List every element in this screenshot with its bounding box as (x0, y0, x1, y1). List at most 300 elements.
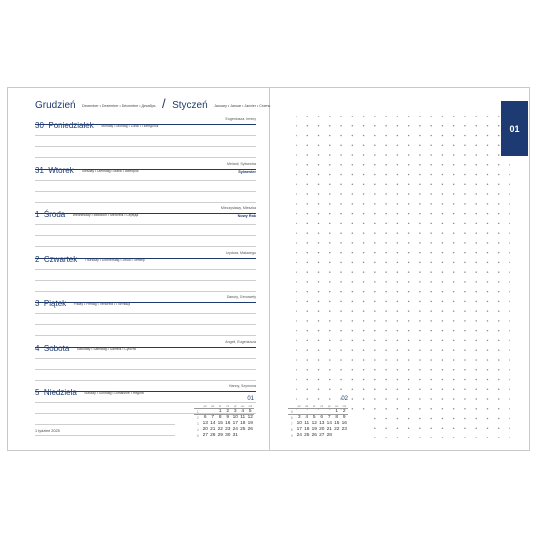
dot-grid (296, 116, 510, 438)
grid-dot (307, 116, 309, 117)
calendar-day[interactable]: 8 (218, 415, 222, 420)
grid-dot (352, 320, 354, 322)
week-number: 5 (196, 434, 199, 438)
weekday-label: nd (247, 403, 255, 409)
calendar-day[interactable]: 15 (217, 421, 223, 426)
day-header (35, 160, 256, 175)
grid-dot (509, 281, 510, 283)
grid-dot (419, 232, 421, 234)
calendar-day[interactable]: 1 (217, 409, 225, 415)
grid-dot (340, 262, 342, 264)
calendar-day[interactable]: 2 (224, 409, 232, 415)
calendar-day[interactable]: 2 (341, 409, 349, 415)
calendar-day[interactable]: 9 (226, 415, 230, 420)
calendar-day[interactable]: 27 (319, 433, 325, 438)
grid-dot (385, 301, 387, 303)
grid-dot (509, 340, 510, 342)
grid-dot (430, 301, 432, 303)
grid-dot (453, 349, 455, 351)
grid-dot (498, 310, 500, 312)
grid-dot (498, 223, 500, 225)
calendar-day[interactable]: 16 (225, 421, 231, 426)
grid-dot (296, 340, 297, 342)
calendar-day (247, 433, 255, 439)
grid-dot (363, 330, 365, 332)
calendar-week-row (194, 433, 254, 439)
grid-dot (363, 398, 365, 400)
grid-dot (498, 242, 500, 244)
calendar-day[interactable]: 18 (304, 427, 310, 432)
grid-dot (352, 271, 354, 273)
calendar-day[interactable]: 5 (247, 409, 255, 415)
grid-dot (318, 125, 320, 127)
grid-dot (363, 388, 365, 390)
grid-dot (464, 301, 466, 303)
grid-dot (430, 291, 432, 293)
week-footer: 1 tydzień 2025 (35, 429, 60, 433)
calendar-day[interactable]: 3 (297, 415, 301, 420)
grid-dot (408, 242, 410, 244)
calendar-day[interactable]: 22 (217, 427, 223, 432)
grid-dot (475, 379, 477, 381)
left-page (8, 88, 270, 450)
grid-dot (363, 262, 365, 264)
grid-dot (340, 135, 342, 137)
grid-dot (385, 408, 387, 410)
grid-dot (318, 232, 320, 234)
grid-dot (397, 349, 399, 351)
grid-dot (340, 174, 342, 176)
grid-dot (340, 242, 342, 244)
grid-dot (363, 359, 365, 361)
day-number: 31 (35, 165, 44, 175)
grid-dot (318, 301, 320, 303)
grid-dot (475, 242, 477, 244)
grid-dot (352, 330, 354, 332)
grid-dot (475, 174, 477, 176)
writing-line[interactable] (35, 325, 256, 336)
weekday-label: pn (202, 403, 210, 409)
day-number: 2 (35, 254, 40, 264)
grid-dot (509, 359, 510, 361)
grid-dot (453, 310, 455, 312)
calendar-day[interactable]: 17 (232, 421, 238, 426)
grid-dot (329, 320, 331, 322)
calendar-day[interactable]: 12 (311, 421, 317, 426)
grid-dot (296, 388, 297, 390)
grid-dot (340, 203, 342, 205)
calendar-day[interactable]: 20 (319, 427, 325, 432)
grid-dot (385, 223, 387, 225)
grid-dot (340, 369, 342, 371)
grid-dot (374, 164, 376, 166)
grid-dot (296, 281, 297, 283)
calendar-day[interactable]: 3 (232, 409, 240, 415)
day-translations: Tuesday • Dienstag • Mardi • Вівторок (81, 168, 139, 173)
calendar-day[interactable]: 25 (304, 433, 310, 438)
grid-dot (464, 418, 466, 420)
grid-dot (318, 145, 320, 147)
grid-dot (397, 262, 399, 264)
calendar-day[interactable]: 25 (240, 427, 246, 432)
grid-dot (487, 184, 489, 186)
grid-dot (419, 301, 421, 303)
calendar-day[interactable]: 22 (334, 427, 340, 432)
calendar-day (333, 433, 341, 439)
grid-dot (453, 242, 455, 244)
weekday-label: pt (232, 403, 240, 409)
grid-dot (363, 125, 365, 127)
grid-dot (397, 359, 399, 361)
grid-dot (408, 418, 410, 420)
grid-dot (430, 184, 432, 186)
calendar-day[interactable]: 6 (320, 415, 324, 420)
grid-dot (419, 398, 421, 400)
grid-dot (498, 184, 500, 186)
grid-dot (397, 125, 399, 127)
grid-dot (363, 116, 365, 117)
calendar-day[interactable]: 1 (333, 409, 341, 415)
calendar-day[interactable]: 23 (225, 427, 231, 432)
grid-dot (318, 349, 320, 351)
grid-dot (340, 232, 342, 234)
calendar-day[interactable]: 18 (240, 421, 246, 426)
calendar-day[interactable]: 19 (311, 427, 317, 432)
grid-dot (475, 310, 477, 312)
grid-dot (296, 349, 297, 351)
grid-dot (464, 281, 466, 283)
grid-dot (487, 193, 489, 195)
grid-dot (487, 369, 489, 371)
weekday-label: pn (296, 403, 304, 409)
grid-dot (498, 291, 500, 293)
grid-dot (397, 203, 399, 205)
calendar-day[interactable]: 21 (210, 427, 216, 432)
grid-dot (487, 427, 489, 429)
grid-dot (363, 232, 365, 234)
grid-dot (374, 369, 376, 371)
calendar-day[interactable]: 28 (326, 433, 332, 438)
grid-dot (430, 398, 432, 400)
grid-dot (352, 379, 354, 381)
grid-dot (464, 349, 466, 351)
grid-dot (374, 291, 376, 293)
grid-dot (475, 252, 477, 254)
grid-dot (509, 437, 510, 438)
day-block (35, 338, 256, 382)
writing-line[interactable] (35, 225, 256, 236)
grid-dot (408, 135, 410, 137)
grid-dot (329, 174, 331, 176)
writing-line[interactable] (35, 181, 256, 192)
calendar-day[interactable]: 14 (210, 421, 216, 426)
grid-dot (340, 164, 342, 166)
grid-dot (464, 310, 466, 312)
grid-dot (385, 291, 387, 293)
grid-dot (329, 262, 331, 264)
grid-dot (385, 116, 387, 117)
grid-dot (408, 145, 410, 147)
grid-dot (352, 408, 354, 410)
grid-dot (464, 174, 466, 176)
holiday-label: Sylwester (238, 169, 256, 174)
grid-dot (509, 408, 510, 410)
grid-dot (453, 184, 455, 186)
grid-dot (397, 427, 399, 429)
calendar-day[interactable]: 21 (326, 427, 332, 432)
grid-dot (296, 330, 297, 332)
grid-dot (352, 116, 354, 117)
calendar-day[interactable]: 15 (334, 421, 340, 426)
grid-dot (442, 408, 444, 410)
grid-dot (419, 281, 421, 283)
calendar-day[interactable]: 5 (312, 415, 316, 420)
grid-dot (374, 242, 376, 244)
calendar-day[interactable]: 16 (341, 421, 347, 426)
month-tab[interactable]: 01 (501, 101, 528, 156)
writing-line[interactable] (35, 414, 175, 425)
grid-dot (307, 252, 309, 254)
calendar-day[interactable]: 13 (202, 421, 208, 426)
calendar-day[interactable]: 17 (296, 427, 302, 432)
grid-dot (419, 154, 421, 156)
grid-dot (352, 154, 354, 156)
writing-line[interactable] (35, 425, 175, 436)
grid-dot (340, 281, 342, 283)
writing-line[interactable] (35, 147, 256, 158)
grid-dot (453, 193, 455, 195)
grid-dot (363, 184, 365, 186)
calendar-day[interactable]: 23 (341, 427, 347, 432)
grid-dot (453, 135, 455, 137)
grid-dot (408, 388, 410, 390)
grid-dot (329, 349, 331, 351)
grid-dot (498, 379, 500, 381)
grid-dot (509, 223, 510, 225)
writing-line[interactable] (35, 136, 256, 147)
grid-dot (352, 359, 354, 361)
grid-dot (442, 340, 444, 342)
mini-calendar-february (288, 396, 348, 439)
grid-dot (487, 301, 489, 303)
grid-dot (464, 398, 466, 400)
grid-dot (318, 271, 320, 273)
grid-dot (307, 281, 309, 283)
calendar-day[interactable]: 27 (202, 433, 208, 438)
grid-dot (385, 203, 387, 205)
grid-dot (329, 271, 331, 273)
grid-dot (419, 125, 421, 127)
calendar-day[interactable]: 24 (296, 433, 302, 438)
grid-dot (430, 164, 432, 166)
calendar-day[interactable]: 31 (232, 433, 238, 438)
grid-dot (475, 193, 477, 195)
grid-dot (464, 203, 466, 205)
grid-dot (397, 379, 399, 381)
grid-dot (475, 427, 477, 429)
calendar-day[interactable]: 8 (335, 415, 339, 420)
right-page (270, 88, 529, 450)
grid-dot (509, 164, 510, 166)
grid-dot (397, 145, 399, 147)
grid-dot (453, 427, 455, 429)
day-block (35, 293, 256, 337)
grid-dot (307, 330, 309, 332)
grid-dot (352, 310, 354, 312)
grid-dot (385, 184, 387, 186)
calendar-day[interactable]: 14 (326, 421, 332, 426)
grid-dot (363, 242, 365, 244)
month-translations-january: January • Januar • Janvier • Січень (214, 104, 271, 108)
grid-dot (340, 125, 342, 127)
grid-dot (318, 252, 320, 254)
calendar-day[interactable]: 11 (304, 421, 310, 426)
grid-dot (419, 135, 421, 137)
day-name: Środa (43, 210, 66, 219)
grid-dot (442, 359, 444, 361)
calendar-day[interactable]: 4 (305, 415, 309, 420)
calendar-day[interactable]: 30 (225, 433, 231, 438)
grid-dot (442, 271, 444, 273)
grid-dot (385, 320, 387, 322)
writing-line[interactable] (35, 281, 256, 292)
calendar-day[interactable]: 12 (247, 415, 253, 420)
day-header (35, 115, 256, 130)
calendar-day[interactable]: 13 (319, 421, 325, 426)
calendar-day[interactable]: 26 (311, 433, 317, 438)
grid-dot (419, 145, 421, 147)
grid-dot (498, 135, 500, 137)
calendar-day[interactable]: 29 (217, 433, 223, 438)
calendar-day[interactable]: 7 (327, 415, 331, 420)
grid-dot (475, 340, 477, 342)
grid-dot (307, 340, 309, 342)
grid-dot (442, 398, 444, 400)
name-days: Angeli, Eugeniusza (225, 339, 256, 344)
grid-dot (430, 330, 432, 332)
grid-dot (498, 145, 500, 147)
grid-dot (487, 379, 489, 381)
grid-dot (296, 184, 297, 186)
day-name: Czwartek (43, 254, 78, 264)
calendar-day[interactable]: 19 (247, 421, 253, 426)
calendar-day[interactable]: 7 (211, 415, 215, 420)
grid-dot (307, 174, 309, 176)
calendar-day[interactable]: 9 (342, 415, 346, 420)
grid-dot (453, 116, 455, 117)
grid-dot (498, 359, 500, 361)
weekday-label: śr (311, 403, 319, 409)
writing-line[interactable] (35, 236, 256, 247)
grid-dot (487, 388, 489, 390)
day-number: 5 (35, 388, 40, 397)
week-number: 8 (290, 428, 293, 432)
grid-dot (408, 252, 410, 254)
grid-dot (352, 349, 354, 351)
grid-dot (487, 330, 489, 332)
grid-dot (464, 164, 466, 166)
grid-dot (442, 135, 444, 137)
calendar-day[interactable]: 11 (240, 415, 246, 420)
grid-dot (509, 232, 510, 234)
calendar-day (341, 433, 349, 439)
grid-dot (296, 174, 297, 176)
grid-dot (329, 164, 331, 166)
grid-dot (397, 388, 399, 390)
grid-dot (307, 271, 309, 273)
grid-dot (442, 330, 444, 332)
grid-dot (329, 116, 331, 117)
grid-dot (475, 330, 477, 332)
grid-dot (296, 242, 297, 244)
grid-dot (352, 203, 354, 205)
grid-dot (385, 388, 387, 390)
grid-dot (453, 291, 455, 293)
grid-dot (419, 184, 421, 186)
calendar-day[interactable]: 4 (239, 409, 247, 415)
grid-dot (329, 310, 331, 312)
calendar-day[interactable]: 10 (296, 421, 302, 426)
grid-dot (340, 379, 342, 381)
grid-dot (329, 223, 331, 225)
grid-dot (430, 359, 432, 361)
day-header (35, 249, 256, 264)
grid-dot (430, 223, 432, 225)
calendar-day[interactable]: 6 (203, 415, 207, 420)
grid-dot (329, 379, 331, 381)
grid-dot (363, 154, 365, 156)
grid-dot (318, 203, 320, 205)
calendar-day[interactable]: 28 (210, 433, 216, 438)
writing-line[interactable] (35, 359, 256, 370)
grid-dot (374, 301, 376, 303)
calendar-day[interactable]: 10 (232, 415, 238, 420)
grid-dot (318, 291, 320, 293)
calendar-day[interactable]: 26 (247, 427, 253, 432)
grid-dot (475, 164, 477, 166)
grid-dot (475, 116, 477, 117)
grid-dot (296, 135, 297, 137)
writing-line[interactable] (35, 314, 256, 325)
grid-dot (419, 242, 421, 244)
grid-dot (385, 418, 387, 420)
writing-line[interactable] (35, 270, 256, 281)
grid-dot (352, 281, 354, 283)
grid-dot (475, 262, 477, 264)
calendar-day[interactable]: 20 (202, 427, 208, 432)
grid-dot (430, 379, 432, 381)
grid-dot (509, 427, 510, 429)
writing-line[interactable] (35, 370, 256, 381)
grid-dot (430, 340, 432, 342)
calendar-day[interactable]: 24 (232, 427, 238, 432)
grid-dot (498, 427, 500, 429)
grid-dot (340, 340, 342, 342)
writing-line[interactable] (35, 192, 256, 203)
grid-dot (430, 232, 432, 234)
grid-dot (385, 125, 387, 127)
week-number: 1 (194, 409, 202, 415)
grid-dot (453, 271, 455, 273)
grid-dot (352, 301, 354, 303)
grid-dot (487, 213, 489, 215)
grid-dot (318, 262, 320, 264)
grid-dot (453, 418, 455, 420)
grid-dot (430, 145, 432, 147)
grid-dot (318, 281, 320, 283)
grid-dot (408, 271, 410, 273)
grid-dot (464, 340, 466, 342)
